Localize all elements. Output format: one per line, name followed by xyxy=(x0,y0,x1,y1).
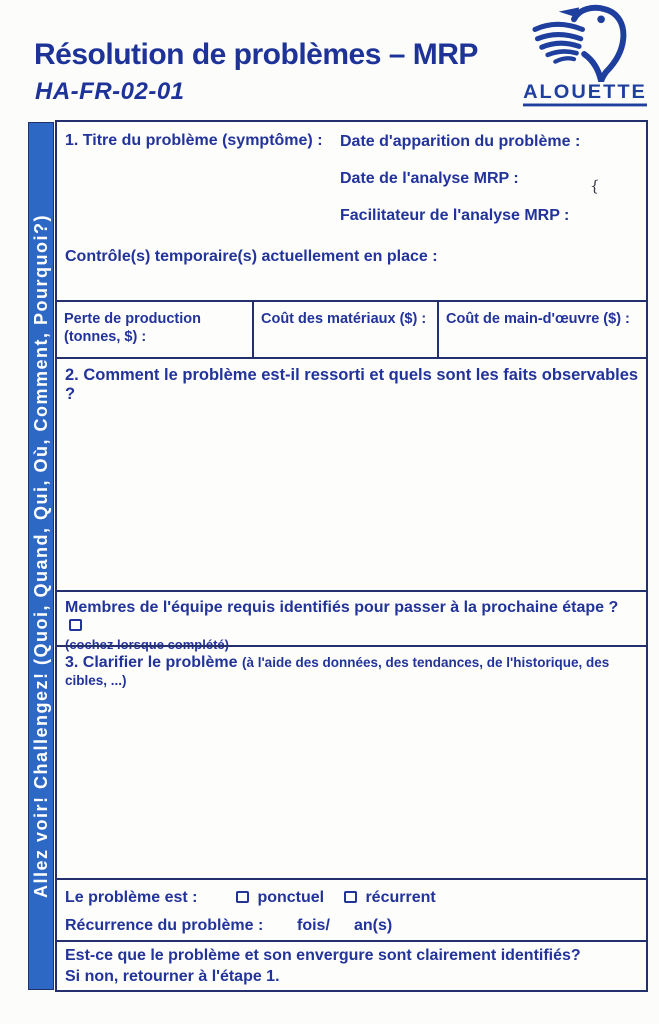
alouette-logo xyxy=(519,4,651,107)
team-members-checkbox[interactable] xyxy=(69,619,82,631)
recurrence-unit-fois: fois/ xyxy=(297,917,330,934)
problem-title-label: 1. Titre du problème (symptôme) : xyxy=(65,132,323,149)
ponctuel-label: ponctuel xyxy=(257,889,325,906)
recurrent-checkbox[interactable] xyxy=(344,891,357,903)
facilitateur-label: Facilitateur de l'analyse MRP : xyxy=(340,207,570,224)
ponctuel-checkbox[interactable] xyxy=(236,891,249,903)
option-ponctuel xyxy=(232,889,324,907)
team-members-note: (cochez lorsque complété) xyxy=(65,637,229,652)
scan-artifact-mark: { xyxy=(589,176,601,196)
recurrence-label: Récurrence du problème : xyxy=(65,917,264,934)
date-apparition-label: Date d'apparition du problème : xyxy=(340,133,581,150)
mrp-form xyxy=(55,120,648,992)
production-loss-cell[interactable] xyxy=(57,302,252,357)
clarify-problem-field[interactable] xyxy=(59,681,644,876)
observable-facts-field[interactable] xyxy=(59,393,644,588)
section-2-observable-facts xyxy=(57,357,646,590)
final-question: Est-ce que le problème et son envergure sont clairement identifiés? xyxy=(65,947,581,964)
section-2-heading: 2. Comment le problème est-il ressorti et quels sont les faits observables ? xyxy=(65,366,639,403)
alouette-bird-icon xyxy=(519,4,651,82)
page-title: Résolution de problèmes – MRP xyxy=(34,38,478,71)
production-loss-label: Perte de production (tonnes, $) : xyxy=(64,311,201,345)
costs-row xyxy=(57,300,646,357)
challenge-sidebar xyxy=(28,122,54,990)
section-1-problem-title xyxy=(57,122,646,300)
section-3-heading-note: (à l'aide des données, des tendances, de l'historique, des cibles, ...) xyxy=(65,655,610,688)
recurrence-unit-ans: an(s) xyxy=(354,917,393,934)
labour-cost-cell[interactable] xyxy=(437,302,646,357)
date-labels-block xyxy=(340,133,580,244)
sidebar-vertical-text: Allez voir! Challengez! (Quoi, Quand, Qui, Où, Comment, Pourquoi?) xyxy=(30,214,51,898)
problem-type-row xyxy=(57,878,646,940)
final-check-row xyxy=(57,940,646,990)
team-members-question: Membres de l'équipe requis identifiés pour passer à la prochaine étape ? xyxy=(65,599,619,616)
section-3-clarify-problem xyxy=(57,645,646,878)
final-instruction: Si non, retourner à l'étape 1. xyxy=(65,967,280,985)
alouette-wordmark: ALOUETTE xyxy=(523,83,647,107)
option-recurrent xyxy=(340,889,436,907)
section-3-heading: 3. Clarifier le problème xyxy=(65,654,238,671)
labour-cost-label: Coût de main-d'œuvre ($) : xyxy=(446,311,630,327)
temporary-controls-label: Contrôle(s) temporaire(s) actuellement en place : xyxy=(65,248,438,265)
document-code: HA-FR-02-01 xyxy=(35,78,185,105)
problem-title-field[interactable] xyxy=(59,156,319,236)
team-members-row xyxy=(57,590,646,652)
recurrent-label: récurrent xyxy=(365,889,436,906)
problem-type-label: Le problème est : xyxy=(65,889,198,906)
materials-cost-label: Coût des matériaux ($) : xyxy=(261,311,427,327)
date-analyse-label: Date de l'analyse MRP : xyxy=(340,170,519,187)
materials-cost-cell[interactable] xyxy=(252,302,437,357)
